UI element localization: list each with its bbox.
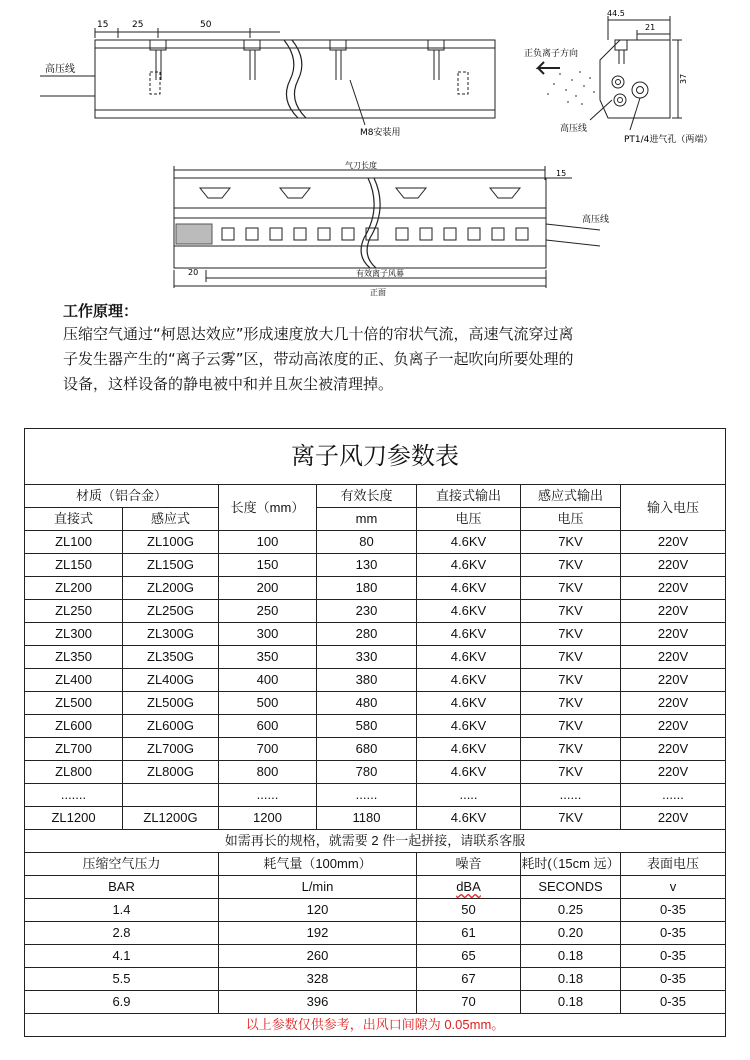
table-cell: 220V [621, 623, 726, 646]
table-cell: 220V [621, 738, 726, 761]
ion-direction-label: 正负离子方向 [524, 49, 579, 59]
table-cell: ZL800G [123, 761, 219, 784]
table-row [25, 646, 726, 669]
hv-cable-label: 高压线 [560, 124, 588, 134]
table-cell: 600 [219, 715, 317, 738]
note-row [25, 830, 726, 853]
perf-cell: 5.5 [25, 968, 219, 991]
table-cell: 280 [317, 623, 417, 646]
perf-cell: 0-35 [621, 968, 726, 991]
perf-cell: 396 [219, 991, 417, 1014]
table-cell: 7KV [521, 600, 621, 623]
table-cell: 220V [621, 600, 726, 623]
table-cell: ZL700 [25, 738, 123, 761]
perf-row [25, 991, 726, 1014]
table-cell: 250 [219, 600, 317, 623]
perf-units-row [25, 876, 726, 899]
table-cell: 130 [317, 554, 417, 577]
principle-line: 子发生器产生的“离子云雾”区，带动高浓度的正、负离子一起吹向所要处理的 [63, 350, 574, 368]
table-cell: 4.6KV [417, 807, 521, 830]
table-cell: 4.6KV [417, 577, 521, 600]
table-cell: 7KV [521, 554, 621, 577]
principle-text [63, 322, 713, 397]
table-cell [123, 784, 219, 807]
table-cell: 4.6KV [417, 692, 521, 715]
perf-cell: 0-35 [621, 991, 726, 1014]
table-cell: ...... [521, 784, 621, 807]
header-material: 材质（铝合金） [25, 485, 219, 508]
table-cell: ZL200 [25, 577, 123, 600]
perf-cell: 67 [417, 968, 521, 991]
header-induct-output-unit: 电压 [521, 508, 621, 531]
table-cell: 400 [219, 669, 317, 692]
table-cell: 680 [317, 738, 417, 761]
table-cell: 1180 [317, 807, 417, 830]
perf-cell: 耗气量（100mm） [219, 853, 417, 876]
perf-cell: 4.1 [25, 945, 219, 968]
header-induct-output: 感应式输出 [521, 485, 621, 508]
table-cell: ZL350G [123, 646, 219, 669]
table-cell: 800 [219, 761, 317, 784]
table-cell: 7KV [521, 807, 621, 830]
table-cell: ZL1200 [25, 807, 123, 830]
knife-length-label: 气刀长度 [345, 161, 377, 170]
table-cell: 180 [317, 577, 417, 600]
drawing-front-view [160, 158, 630, 298]
header-direct-output-unit: 电压 [417, 508, 521, 531]
dim-label: 25 [132, 20, 144, 30]
table-cell: ZL300G [123, 623, 219, 646]
header-effective: 有效长度 [317, 485, 417, 508]
header-input-voltage: 输入电压 [621, 485, 726, 531]
header-induction: 感应式 [123, 508, 219, 531]
table-cell: ZL400G [123, 669, 219, 692]
table-cell: ZL600G [123, 715, 219, 738]
table-row [25, 531, 726, 554]
perf-unit-dba: dBA [456, 879, 481, 894]
principle-line: 设备，这样设备的静电被中和并且灰尘被清理掉。 [63, 375, 394, 393]
table-cell: ZL700G [123, 738, 219, 761]
table-cell: 7KV [521, 577, 621, 600]
perf-cell: 耗时(（15cm 远） [521, 853, 621, 876]
table-cell: ZL300 [25, 623, 123, 646]
perf-cell: 6.9 [25, 991, 219, 1014]
table-cell: 220V [621, 692, 726, 715]
table-row [25, 761, 726, 784]
perf-row [25, 922, 726, 945]
principle-title: 工作原理： [63, 302, 139, 320]
table-row [25, 807, 726, 830]
table-cell: ZL250G [123, 600, 219, 623]
table-cell: 7KV [521, 715, 621, 738]
perf-cell: 0.18 [521, 945, 621, 968]
perf-cell: 0.18 [521, 991, 621, 1014]
table-cell: ZL800 [25, 761, 123, 784]
table-cell: 780 [317, 761, 417, 784]
perf-cell: 0-35 [621, 945, 726, 968]
perf-cell: L/min [219, 876, 417, 899]
table-cell: ZL500G [123, 692, 219, 715]
table-cell: ZL350 [25, 646, 123, 669]
table-cell: 4.6KV [417, 715, 521, 738]
hv-cable-label: 高压线 [582, 215, 610, 225]
perf-cell: 70 [417, 991, 521, 1014]
perf-cell: 0.20 [521, 922, 621, 945]
table-cell: 380 [317, 669, 417, 692]
table-title: 离子风刀参数表 [25, 429, 726, 485]
table-cell: 220V [621, 554, 726, 577]
table-row [25, 784, 726, 807]
table-cell: 500 [219, 692, 317, 715]
table-cell: 7KV [521, 761, 621, 784]
table-row [25, 554, 726, 577]
perf-row [25, 945, 726, 968]
table-row [25, 623, 726, 646]
table-cell: ZL1200G [123, 807, 219, 830]
perf-cell: 0-35 [621, 922, 726, 945]
table-cell: 7KV [521, 692, 621, 715]
perf-cell: SECONDS [521, 876, 621, 899]
view-label: 正面 [370, 288, 386, 297]
table-cell: 230 [317, 600, 417, 623]
dim-label: 50 [200, 20, 212, 30]
dim-label: 15 [556, 169, 567, 178]
table-cell: 300 [219, 623, 317, 646]
table-cell: 700 [219, 738, 317, 761]
table-cell: 220V [621, 715, 726, 738]
table-cell: 220V [621, 807, 726, 830]
table-cell: 4.6KV [417, 669, 521, 692]
table-cell: 330 [317, 646, 417, 669]
table-row [25, 715, 726, 738]
table-cell: ....... [25, 784, 123, 807]
table-row [25, 669, 726, 692]
perf-cell: 192 [219, 922, 417, 945]
table-row [25, 577, 726, 600]
footer-row [25, 1014, 726, 1037]
table-cell: 220V [621, 761, 726, 784]
table-cell: ZL250 [25, 600, 123, 623]
table-cell: 580 [317, 715, 417, 738]
dim-label: 20 [188, 268, 199, 277]
perf-cell: 表面电压 [621, 853, 726, 876]
table-cell: 4.6KV [417, 623, 521, 646]
table-cell: 7KV [521, 623, 621, 646]
header-direct-output: 直接式输出 [417, 485, 521, 508]
table-note: 如需再长的规格，就需要 2 件一起拼接，请联系客服 [25, 830, 726, 853]
table-cell: 80 [317, 531, 417, 554]
perf-row [25, 899, 726, 922]
table-row [25, 692, 726, 715]
dim-label: 15 [97, 20, 109, 30]
working-principle [63, 300, 713, 397]
table-cell: 4.6KV [417, 531, 521, 554]
table-cell: 480 [317, 692, 417, 715]
effective-width-label: 有效离子风幕 [356, 269, 404, 278]
perf-cell: 260 [219, 945, 417, 968]
table-cell: 7KV [521, 646, 621, 669]
perf-cell: 65 [417, 945, 521, 968]
table-footer-note: 以上参数仅供参考，出风口间隙为 0.05mm。 [25, 1014, 726, 1037]
table-cell: 7KV [521, 738, 621, 761]
perf-cell [417, 876, 521, 899]
table-cell: ZL100G [123, 531, 219, 554]
table-cell: 4.6KV [417, 738, 521, 761]
dim-label: 44.5 [607, 9, 625, 18]
table-cell: 350 [219, 646, 317, 669]
table-cell: 100 [219, 531, 317, 554]
perf-cell: 0.18 [521, 968, 621, 991]
dim-label: 37 [679, 73, 688, 84]
table-cell: ..... [417, 784, 521, 807]
perf-cell: 0.25 [521, 899, 621, 922]
drawing-side-view [520, 0, 750, 150]
table-cell: 220V [621, 646, 726, 669]
table-cell: 150 [219, 554, 317, 577]
table-cell: 4.6KV [417, 554, 521, 577]
perf-cell: 61 [417, 922, 521, 945]
table-cell: ...... [621, 784, 726, 807]
table-cell: ZL150 [25, 554, 123, 577]
table-cell: 7KV [521, 531, 621, 554]
drawing-top-view [0, 0, 520, 150]
m8-label: M8安装用 [360, 128, 401, 138]
perf-cell: 120 [219, 899, 417, 922]
table-cell: ZL100 [25, 531, 123, 554]
perf-cell: 328 [219, 968, 417, 991]
table-cell: 4.6KV [417, 600, 521, 623]
header-length: 长度（mm） [219, 485, 317, 531]
principle-line: 压缩空气通过“柯恩达效应”形成速度放大几十倍的帘状气流，高速气流穿过离 [63, 325, 574, 343]
perf-header-row [25, 853, 726, 876]
perf-cell: BAR [25, 876, 219, 899]
table-cell: 7KV [521, 669, 621, 692]
table-cell: ...... [219, 784, 317, 807]
table-cell: ZL200G [123, 577, 219, 600]
table-cell: ZL400 [25, 669, 123, 692]
header-direct: 直接式 [25, 508, 123, 531]
perf-cell: 压缩空气压力 [25, 853, 219, 876]
parameter-table [24, 428, 726, 1037]
perf-cell: v [621, 876, 726, 899]
perf-cell: 0-35 [621, 899, 726, 922]
perf-cell: 1.4 [25, 899, 219, 922]
table-row [25, 738, 726, 761]
table-cell: 1200 [219, 807, 317, 830]
table-cell: ZL150G [123, 554, 219, 577]
table-cell: 220V [621, 531, 726, 554]
perf-cell: 噪音 [417, 853, 521, 876]
table-cell: 4.6KV [417, 646, 521, 669]
perf-row [25, 968, 726, 991]
table-cell: 220V [621, 577, 726, 600]
table-cell: ...... [317, 784, 417, 807]
perf-cell: 2.8 [25, 922, 219, 945]
inlet-label: PT1/4进气孔（两端） [624, 135, 713, 145]
table-cell: ZL500 [25, 692, 123, 715]
table-cell: 4.6KV [417, 761, 521, 784]
table-cell: 220V [621, 669, 726, 692]
header-effective-unit: mm [317, 508, 417, 531]
table-row [25, 600, 726, 623]
hv-cable-label: 高压线 [45, 64, 75, 75]
perf-cell: 50 [417, 899, 521, 922]
table-cell: ZL600 [25, 715, 123, 738]
table-cell: 200 [219, 577, 317, 600]
dim-label: 21 [645, 23, 656, 32]
